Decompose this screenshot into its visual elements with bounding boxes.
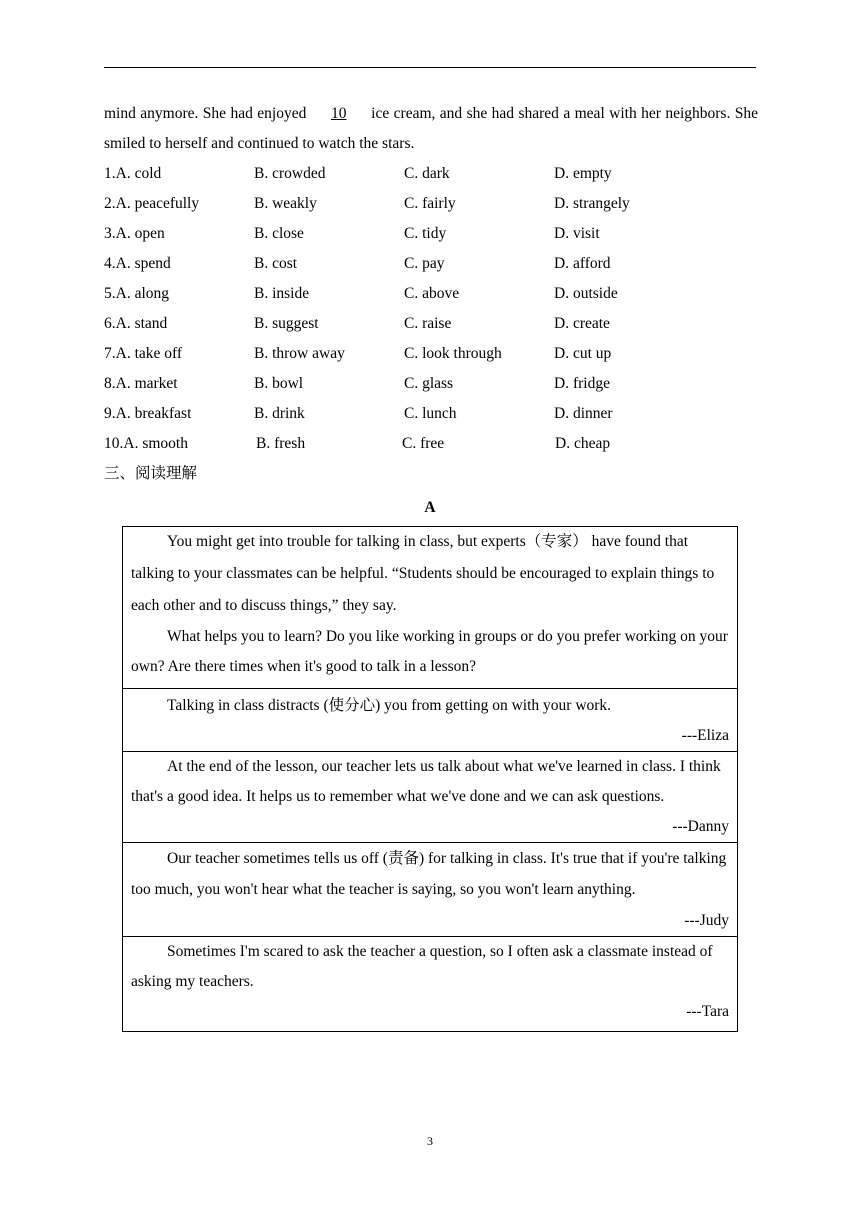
- option-d: D. visit: [554, 225, 600, 242]
- options-list: [104, 159, 758, 459]
- option-b: B. drink: [254, 405, 305, 422]
- option-a: 7.A. take off: [104, 345, 183, 362]
- option-c: C. tidy: [404, 225, 447, 242]
- header-rule: [104, 67, 756, 68]
- option-row-7: [104, 339, 758, 369]
- comment-cell-tara: [123, 936, 737, 1031]
- option-c: C. pay: [404, 255, 445, 272]
- option-d: D. afford: [554, 255, 611, 272]
- option-d: D. cut up: [554, 345, 612, 362]
- option-d: D. strangely: [554, 195, 630, 212]
- blank-10: 10: [331, 105, 347, 122]
- story-ending-paragraph: [104, 99, 758, 159]
- option-b: B. close: [254, 225, 304, 242]
- story-text-after-blank: ice cream, and she had shared a meal with her neighbors. She smiled to herself and continued to watch the stars.: [104, 105, 759, 152]
- option-a: 3.A. open: [104, 225, 165, 242]
- option-b: B. cost: [254, 255, 298, 272]
- option-d: D. fridge: [554, 375, 610, 392]
- comment-cell-eliza: [123, 688, 737, 751]
- story-text-before-blank: mind anymore. She had enjoyed: [104, 105, 307, 122]
- comment-cell-danny: [123, 751, 737, 842]
- comment-author: ---Judy: [684, 912, 729, 929]
- option-a: 9.A. breakfast: [104, 405, 192, 422]
- option-row-9: [104, 399, 758, 429]
- option-c: C. look through: [404, 345, 502, 362]
- option-a: 8.A. market: [104, 375, 178, 392]
- comment-text: Sometimes I'm scared to ask the teacher a question, so I often ask a classmate instead of asking my teachers.: [131, 943, 713, 990]
- comment-author: ---Danny: [672, 818, 729, 835]
- option-c: C. lunch: [404, 405, 457, 422]
- comment-text: At the end of the lesson, our teacher lets us talk about what we've learned in class. I think that's a good idea. It helps us to remember what we've done and we can ask questions.: [131, 758, 721, 805]
- option-row-6: [104, 309, 758, 339]
- option-d: D. outside: [554, 285, 618, 302]
- option-row-10: [104, 429, 758, 459]
- passage-label: A: [424, 499, 436, 516]
- option-d: D. empty: [554, 165, 612, 182]
- option-b: B. bowl: [254, 375, 304, 392]
- option-b: B. crowded: [254, 165, 326, 182]
- reading-table: [122, 526, 738, 1032]
- option-d: D. cheap: [555, 435, 611, 452]
- option-b: B. weakly: [254, 195, 317, 212]
- option-c: C. dark: [404, 165, 450, 182]
- comment-text: Our teacher sometimes tells us off (责备) for talking in class. It's true that if you're talking too much, you won't hear what the teacher is saying, so you won't learn anything.: [131, 850, 727, 898]
- option-row-1: [104, 159, 758, 189]
- intro-paragraph-1: You might get into trouble for talking in class, but experts（专家） have found that talking to your classmates can be helpful. “Students should be encouraged to explain things to each other and to discuss things,” they say.: [131, 533, 715, 614]
- option-a: 2.A. peacefully: [104, 195, 200, 212]
- option-a: 6.A. stand: [104, 315, 168, 332]
- option-row-4: [104, 249, 758, 279]
- table-intro-cell: [123, 526, 737, 688]
- option-a: 5.A. along: [104, 285, 170, 302]
- option-row-5: [104, 279, 758, 309]
- comment-author: ---Tara: [686, 1003, 729, 1020]
- option-c: C. above: [404, 285, 460, 302]
- comment-author: ---Eliza: [681, 727, 729, 744]
- option-b: B. throw away: [254, 345, 345, 362]
- option-c: C. free: [402, 435, 445, 452]
- option-b: B. inside: [254, 285, 310, 302]
- option-a: 10.A. smooth: [104, 435, 188, 452]
- option-c: C. fairly: [404, 195, 456, 212]
- page-number: 3: [427, 1134, 433, 1148]
- option-c: C. glass: [404, 375, 454, 392]
- intro-paragraph-2: What helps you to learn? Do you like working in groups or do you prefer working on your own? Are there times when it's good to talk in a lesson?: [131, 628, 728, 675]
- option-d: D. dinner: [554, 405, 613, 422]
- option-row-2: [104, 189, 758, 219]
- section-title: 三、阅读理解: [104, 465, 198, 482]
- option-row-3: [104, 219, 758, 249]
- comment-cell-judy: [123, 842, 737, 936]
- option-c: C. raise: [404, 315, 452, 332]
- option-a: 1.A. cold: [104, 165, 162, 182]
- option-d: D. create: [554, 315, 610, 332]
- option-a: 4.A. spend: [104, 255, 171, 272]
- option-b: B. suggest: [254, 315, 319, 332]
- comment-text: Talking in class distracts (使分心) you from getting on with your work.: [167, 697, 612, 714]
- option-row-8: [104, 369, 758, 399]
- option-b: B. fresh: [256, 435, 306, 452]
